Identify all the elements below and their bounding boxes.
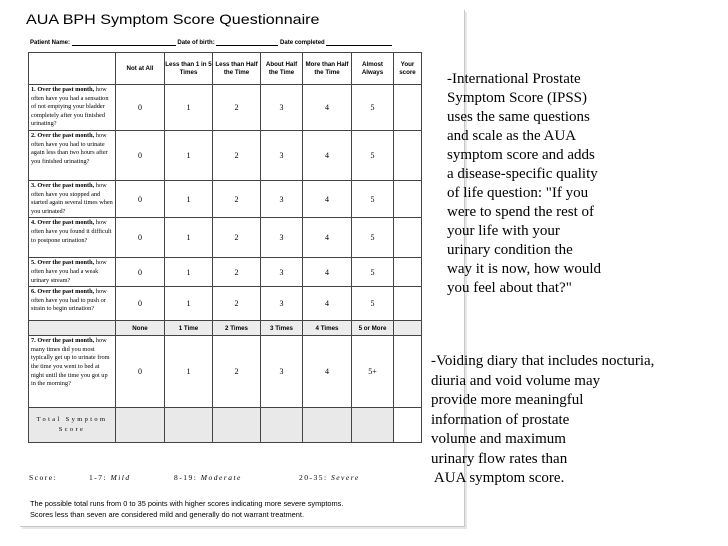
total-shade (213, 408, 261, 443)
header-row (29, 53, 422, 85)
score-option[interactable]: 0 (116, 131, 165, 181)
score-option[interactable]: 3 (261, 336, 303, 408)
text-line: you feel about that?" (447, 280, 572, 296)
text-line: -International Prostate (447, 71, 581, 87)
score-option[interactable]: 0 (116, 218, 165, 258)
question-row-3 (29, 181, 422, 218)
question-text: 5. Over the past month, how often have you had a weak urinary stream? (29, 258, 116, 287)
nocturia-col: 5 or More (352, 321, 394, 336)
total-row (29, 408, 422, 443)
score-option[interactable]: 2 (213, 131, 261, 181)
question-row-1 (29, 85, 422, 131)
your-score-cell[interactable] (394, 258, 422, 287)
nocturia-blank (394, 321, 422, 336)
ipss-description (447, 70, 601, 298)
nocturia-col: None (116, 321, 165, 336)
total-shade (352, 408, 394, 443)
total-shade (165, 408, 213, 443)
footnote (30, 498, 343, 520)
question-text: 4. Over the past month, how often have you found it difficult to postpone urination? (29, 218, 116, 258)
dob-field[interactable] (216, 39, 278, 46)
score-option[interactable]: 2 (213, 85, 261, 131)
score-option[interactable]: 4 (303, 85, 352, 131)
question-row-2 (29, 131, 422, 181)
text-line: a disease-specific quality (447, 166, 598, 182)
score-option[interactable]: 5 (352, 131, 394, 181)
score-option[interactable]: 3 (261, 85, 303, 131)
score-option[interactable]: 4 (303, 258, 352, 287)
score-option[interactable]: 2 (213, 287, 261, 321)
your-score-cell[interactable] (394, 287, 422, 321)
text-line: way it is now, how would (447, 261, 602, 277)
your-score-cell[interactable] (394, 85, 422, 131)
nocturia-header-row (29, 321, 422, 336)
text-line: diuria and void volume may (431, 372, 601, 389)
score-option[interactable]: 0 (116, 287, 165, 321)
your-score-cell[interactable] (394, 181, 422, 218)
date-completed-label: Date completed (280, 40, 325, 46)
score-option[interactable]: 1 (165, 336, 213, 408)
score-option[interactable]: 0 (116, 336, 165, 408)
text-line: urinary condition the (447, 242, 573, 258)
score-option[interactable]: 0 (116, 258, 165, 287)
question-row-6 (29, 287, 422, 321)
date-completed-field[interactable] (326, 39, 392, 46)
score-option[interactable]: 4 (303, 218, 352, 258)
score-label: Score: (29, 473, 58, 482)
total-shade (303, 408, 352, 443)
score-option[interactable]: 4 (303, 287, 352, 321)
score-option[interactable]: 3 (261, 258, 303, 287)
score-option[interactable]: 4 (303, 181, 352, 218)
question-row-4 (29, 218, 422, 258)
total-label: Total Symptom Score (29, 408, 116, 443)
score-option[interactable]: 3 (261, 181, 303, 218)
score-option[interactable]: 0 (116, 85, 165, 131)
nocturia-col: 1 Time (165, 321, 213, 336)
nocturia-blank (29, 321, 116, 336)
text-line: -Voiding diary that includes nocturia, (431, 353, 655, 369)
text-line: symptom score and adds (447, 147, 595, 163)
score-range-moderate: 8-19: Moderate (174, 473, 242, 482)
question-row-5 (29, 258, 422, 287)
total-score-cell[interactable] (394, 408, 422, 443)
score-option[interactable]: 4 (303, 336, 352, 408)
score-option[interactable]: 3 (261, 218, 303, 258)
question-text: 1. Over the past month, how often have you had a sensation of not emptying your bladder completely after you finished urinating? (29, 85, 116, 131)
score-option[interactable]: 1 (165, 218, 213, 258)
score-option[interactable]: 5+ (352, 336, 394, 408)
score-option[interactable]: 4 (303, 131, 352, 181)
question-row-7 (29, 336, 422, 408)
score-option[interactable]: 3 (261, 131, 303, 181)
nocturia-col: 3 Times (261, 321, 303, 336)
text-line: uses the same questions (447, 109, 590, 125)
text-line: and scale as the AUA (447, 128, 577, 144)
score-option[interactable]: 0 (116, 181, 165, 218)
voiding-diary-description (431, 352, 654, 489)
text-line: provide more meaningful (431, 392, 584, 408)
symptom-table (28, 52, 422, 443)
form-title: AUA BPH Symptom Score Questionnaire (26, 11, 320, 27)
patient-name-field[interactable] (72, 39, 176, 46)
text-line: of life question: "If you (447, 185, 589, 201)
score-option[interactable]: 1 (165, 131, 213, 181)
question-text: 7. Over the past month, how many times did you most typically get up to urinate from the time you went to bed at night until the time you got up in the morning? (29, 336, 116, 408)
header-col: More than Half the Time (303, 53, 352, 85)
header-col: Almost Always (352, 53, 394, 85)
text-line: were to spend the rest of (447, 204, 595, 220)
score-option[interactable]: 5 (352, 85, 394, 131)
score-option[interactable]: 5 (352, 181, 394, 218)
text-line: information of prostate (431, 411, 570, 428)
your-score-cell[interactable] (394, 336, 422, 408)
score-range-severe: 20-35: Severe (299, 473, 360, 482)
patient-info-line (30, 39, 392, 46)
your-score-cell[interactable] (394, 218, 422, 258)
score-option[interactable]: 5 (352, 287, 394, 321)
footnote-line: The possible total runs from 0 to 35 points with higher scores indicating more severe symptoms. (30, 499, 344, 508)
question-text: 2. Over the past month, how often have you had to urinate again less than two hours after you finished urinating? (29, 131, 116, 181)
question-text: 3. Over the past month, how often have you stopped and started again several times when you urinated? (29, 181, 116, 218)
score-option[interactable]: 2 (213, 218, 261, 258)
patient-name-label: Patient Name: (30, 40, 71, 46)
footnote-line: Scores less than seven are considered mild and generally do not warrant treatment. (30, 510, 305, 519)
question-text: 6. Over the past month, how often have you had to push or strain to begin urination? (29, 287, 116, 321)
your-score-cell[interactable] (394, 131, 422, 181)
header-col: Your score (394, 53, 422, 85)
nocturia-col: 4 Times (303, 321, 352, 336)
dob-label: Date of birth: (177, 40, 215, 46)
score-range-mild: 1-7: Mild (89, 473, 131, 482)
header-col: About Half the Time (261, 53, 303, 85)
header-blank (29, 53, 116, 85)
text-line: volume and maximum (431, 431, 566, 447)
header-col: Less than 1 in 5 Times (165, 53, 213, 85)
score-option[interactable]: 1 (165, 181, 213, 218)
score-option[interactable]: 1 (165, 287, 213, 321)
score-option[interactable]: 5 (352, 258, 394, 287)
total-shade (261, 408, 303, 443)
text-line: AUA symptom score. (431, 470, 565, 486)
nocturia-col: 2 Times (213, 321, 261, 336)
text-line: Symptom Score (IPSS) (447, 90, 588, 106)
total-shade (116, 408, 165, 443)
score-option[interactable]: 2 (213, 181, 261, 218)
header-col: Not at All (116, 53, 165, 85)
score-option[interactable]: 1 (165, 258, 213, 287)
score-option[interactable]: 3 (261, 287, 303, 321)
score-option[interactable]: 1 (165, 85, 213, 131)
score-option[interactable]: 5 (352, 218, 394, 258)
text-line: urinary flow rates than (431, 450, 568, 467)
score-option[interactable]: 2 (213, 258, 261, 287)
header-col: Less than Half the Time (213, 53, 261, 85)
score-option[interactable]: 2 (213, 336, 261, 408)
text-line: your life with your (447, 223, 560, 239)
